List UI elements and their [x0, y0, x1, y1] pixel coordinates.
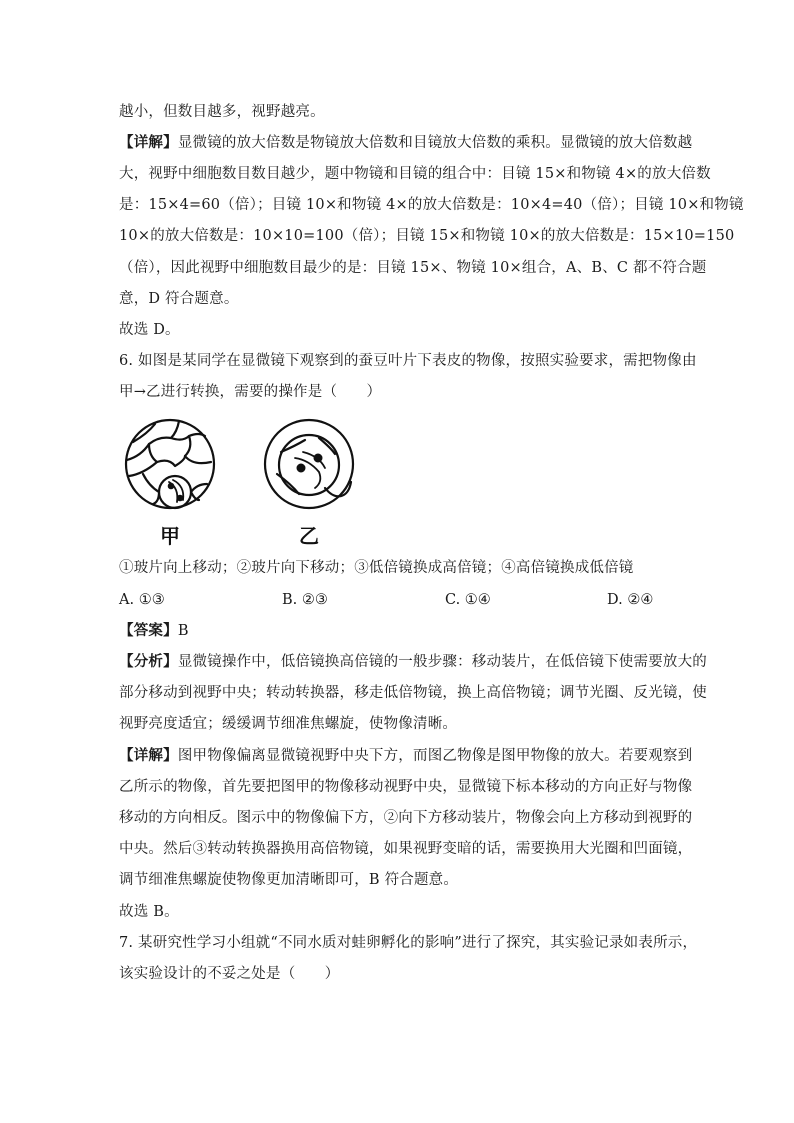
q5-choose: 故选 D。 [119, 322, 180, 338]
q6-analysis-line: 部分移动到视野中央；转动转换器，移走低倍物镜，换上高倍物镜；调节光圈、反光镜，使 [119, 685, 707, 701]
q6-answer [119, 621, 189, 641]
q5-detail-line: 是：15×4=60（倍）；目镜 10×和物镜 4×的放大倍数是：10×4=40（倍）；目镜 10×和物镜 [119, 197, 744, 213]
q6-detail-line: 移动的方向相反。图示中的物像偏下方，②向下方移动装片，物像会向上方移动到视野的 [119, 810, 693, 826]
field-yi [265, 420, 353, 508]
q5-detail-line [119, 133, 692, 153]
option-a-label: A. [119, 592, 135, 608]
detail-text: 图甲物像偏离显微镜视野中央下方，而图乙物像是图甲物像的放大。若要观察到 [177, 748, 693, 764]
answer-value: B [177, 623, 189, 639]
option-b-text: ②③ [301, 592, 328, 608]
analysis-label: 【分析】 [119, 653, 178, 670]
q6-detail-line [119, 746, 692, 766]
option-c[interactable] [445, 590, 491, 610]
q6-stem-line: 甲→乙进行转换，需要的操作是（ ） [119, 384, 382, 400]
q6-operations: ①玻片向上移动；②玻片向下移动；③低倍镜换成高倍镜；④高倍镜换成低倍镜 [119, 560, 634, 576]
q6-choose: 故选 B。 [119, 904, 179, 920]
q7-stem-line: 该实验设计的不妥之处是（ ） [119, 966, 340, 982]
option-d-text: ②④ [627, 592, 654, 608]
option-c-label: C. [445, 592, 461, 608]
detail-label: 【详解】 [119, 134, 178, 151]
q5-detail-line: （倍），因此视野中细胞数目最少的是：目镜 15×、物镜 10×组合，A、B、C 都不符合题 [119, 260, 707, 276]
field-jia [126, 420, 214, 508]
option-d[interactable] [607, 590, 653, 610]
q6-detail-line: 中央。然后③转动转换器换用高倍物镜，如果视野变暗的话，需要换用大光圈和凹面镜， [119, 841, 693, 857]
option-b[interactable] [282, 590, 328, 610]
q5-text-line: 越小，但数目越多，视野越亮。 [119, 104, 325, 120]
option-c-text: ①④ [464, 592, 491, 608]
microscope-figure [119, 412, 369, 552]
q6-detail-line: 乙所示的物像，首先要把图甲的物像移动视野中央，显微镜下标本移动的方向正好与物像 [119, 779, 693, 795]
detail-label: 【详解】 [119, 747, 178, 764]
q6-stem-line: 6. 如图是某同学在显微镜下观察到的蚕豆叶片下表皮的物像，按照实验要求，需把物像由 [119, 353, 697, 369]
label-yi: 乙 [299, 524, 319, 548]
option-d-label: D. [607, 592, 623, 608]
label-jia: 甲 [160, 524, 180, 548]
q5-detail-line: 10×的放大倍数是：10×10=100（倍）；目镜 15×和物镜 10×的放大倍数是：15×10=150 [119, 228, 735, 244]
option-a-text: ①③ [138, 592, 165, 608]
option-b-label: B. [282, 592, 298, 608]
q6-analysis-line: 视野亮度适宜；缓缓调节细准焦螺旋，使物像清晰。 [119, 716, 458, 732]
q5-detail-line: 大，视野中细胞数目数目越少，题中物镜和目镜的组合中：目镜 15×和物镜 4×的放大倍数 [119, 166, 711, 182]
analysis-text: 显微镜操作中，低倍镜换高倍镜的一般步骤：移动装片，在低倍镜下使需要放大的 [177, 654, 708, 670]
q6-analysis-line [119, 652, 707, 672]
q7-stem-line: 7. 某研究性学习小组就“不同水质对蛙卵孵化的影响”进行了探究，其实验记录如表所示， [119, 935, 698, 951]
detail-text: 显微镜的放大倍数是物镜放大倍数和目镜放大倍数的乘积。显微镜的放大倍数越 [177, 135, 693, 151]
answer-label: 【答案】 [119, 622, 178, 639]
q6-detail-line: 调节细准焦螺旋使物像更加清晰即可，B 符合题意。 [119, 872, 459, 888]
q5-detail-line: 意，D 符合题意。 [119, 291, 239, 307]
option-a[interactable] [119, 590, 165, 610]
